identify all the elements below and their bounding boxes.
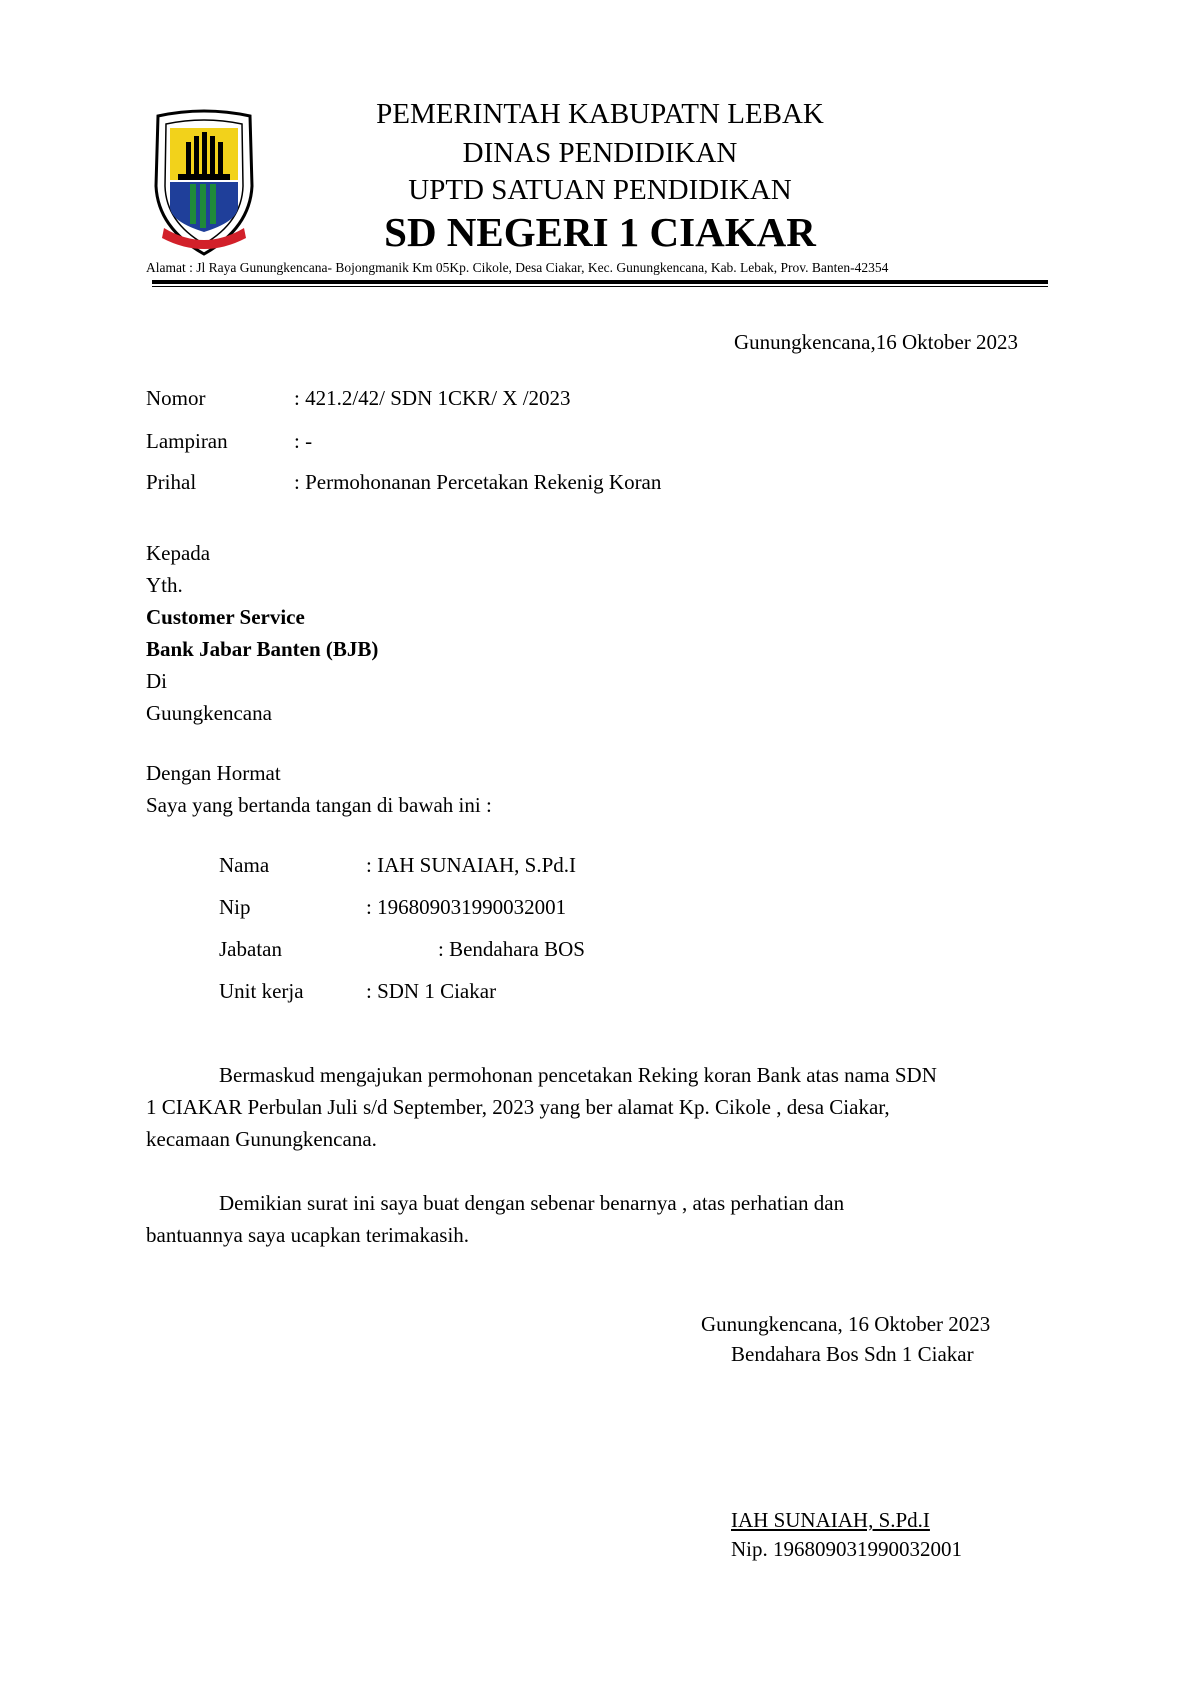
identity-value-unit-kerja: : SDN 1 Ciakar bbox=[366, 979, 497, 1003]
meta-value-prihal: : Permohonanan Percetakan Rekenig Koran bbox=[294, 470, 662, 494]
meta-label-prihal: Prihal bbox=[146, 470, 197, 494]
letterhead-government: PEMERINTAH KABUPATN LEBAK bbox=[376, 98, 824, 130]
letterhead-divider-thin bbox=[152, 286, 1048, 287]
identity-label-nama: Nama bbox=[219, 853, 270, 877]
paragraph1-line1: Bermaskud mengajukan permohonan pencetakan Reking koran Bank atas nama SDN bbox=[219, 1063, 937, 1087]
meta-value-lampiran: : - bbox=[294, 429, 313, 453]
letterhead-address: Alamat : Jl Raya Gunungkencana- Bojongmanik Km 05Kp. Cikole, Desa Ciakar, Kec. Gunungkencana, Kab. Lebak, Prov. Banten-42354 bbox=[146, 260, 889, 275]
letterhead-divider-thick bbox=[152, 280, 1048, 284]
greeting: Dengan Hormat bbox=[146, 761, 281, 785]
identity-value-nama: : IAH SUNAIAH, S.Pd.I bbox=[366, 853, 577, 877]
recipient-city: Guungkencana bbox=[146, 701, 272, 725]
paragraph1-line2: 1 CIAKAR Perbulan Juli s/d September, 2023 yang ber alamat Kp. Cikole , desa Ciakar, bbox=[146, 1095, 890, 1119]
paragraph1-line3: kecamaan Gunungkencana. bbox=[146, 1127, 377, 1151]
recipient-institution: Bank Jabar Banten (BJB) bbox=[146, 637, 379, 661]
identity-label-nip: Nip bbox=[219, 895, 251, 919]
signature-place-date: Gunungkencana, 16 Oktober 2023 bbox=[701, 1312, 991, 1336]
paragraph2-line1: Demikian surat ini saya buat dengan sebenar benarnya , atas perhatian dan bbox=[219, 1191, 845, 1215]
recipient-di: Di bbox=[146, 669, 167, 693]
identity-label-jabatan: Jabatan bbox=[219, 937, 282, 961]
identity-value-nip: : 196809031990032001 bbox=[366, 895, 567, 919]
paragraph2-line2: bantuannya saya ucapkan terimakasih. bbox=[146, 1223, 470, 1247]
identity-label-unit-kerja: Unit kerja bbox=[219, 979, 304, 1003]
signature-name: IAH SUNAIAH, S.Pd.I bbox=[731, 1508, 930, 1532]
letterhead-unit: UPTD SATUAN PENDIDIKAN bbox=[408, 174, 792, 206]
intro-sentence: Saya yang bertanda tangan di bawah ini : bbox=[146, 793, 492, 817]
signature-position: Bendahara Bos Sdn 1 Ciakar bbox=[731, 1342, 974, 1366]
signature-nip: Nip. 196809031990032001 bbox=[731, 1537, 962, 1561]
recipient-name: Customer Service bbox=[146, 605, 305, 629]
meta-label-lampiran: Lampiran bbox=[146, 429, 228, 453]
letterhead-department: DINAS PENDIDIKAN bbox=[462, 137, 738, 169]
identity-value-jabatan: : Bendahara BOS bbox=[438, 937, 585, 961]
letter-date: Gunungkencana,16 Oktober 2023 bbox=[734, 330, 1019, 354]
letterhead-school-name: SD NEGERI 1 CIAKAR bbox=[384, 209, 816, 255]
recipient-yth: Yth. bbox=[146, 573, 183, 597]
meta-value-nomor: : 421.2/42/ SDN 1CKR/ X /2023 bbox=[294, 386, 571, 410]
recipient-kepada: Kepada bbox=[146, 541, 211, 565]
lebak-regency-logo bbox=[150, 108, 258, 256]
meta-label-nomor: Nomor bbox=[146, 386, 206, 410]
